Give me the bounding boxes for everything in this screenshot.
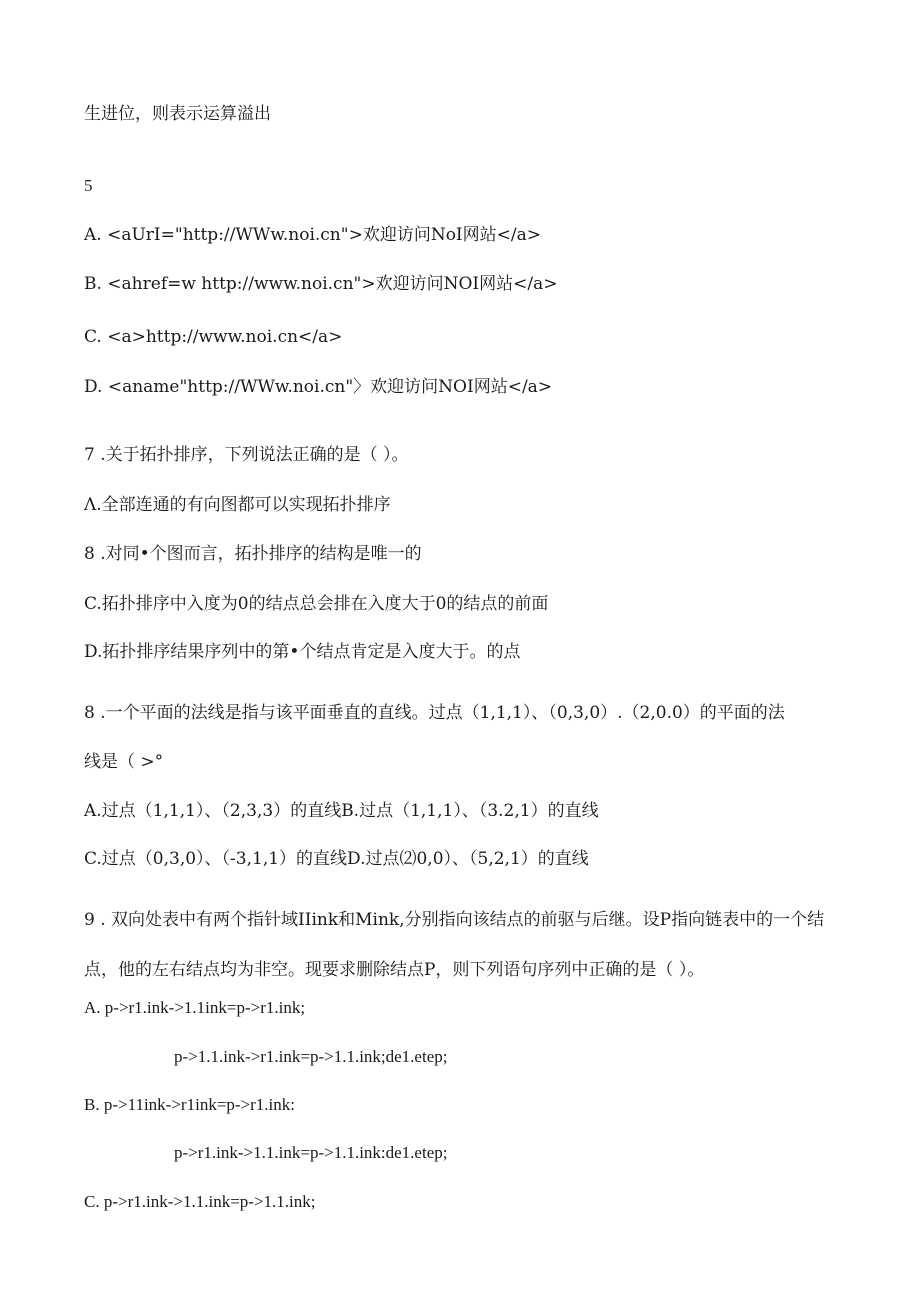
options-cd-q8: C.过点（0,3,0）、（-3,1,1）的直线D.过点⑵0,0）、（5,2,1）的直线	[84, 849, 589, 869]
text-line-overflow-note: 生进位，则表示运算溢出	[84, 104, 271, 124]
question-8-continuation: 线是（ >°	[84, 752, 164, 772]
option-b-q9-line2: p->r1.ink->1.1.ink=p->1.1.ink:de1.etep;	[174, 1143, 448, 1162]
question-8: 8 .一个平面的法线是指与该平面垂直的直线。过点（1,1,1）、（0,3,0）.（2,0.0）的平面的法	[84, 703, 785, 723]
option-b-q7: 8 .对同•个图而言，拓扑排序的结构是唯一的	[84, 544, 422, 564]
question-7: 7 .关于拓扑排序，下列说法正确的是（ ）。	[84, 445, 409, 465]
option-c-q5: C. <a>http://www.noi.cn</a>	[84, 327, 343, 347]
question-number-5: 5	[84, 176, 93, 195]
option-c-q9-line1: C. p->r1.ink->1.1.ink=p->1.1.ink;	[84, 1192, 316, 1211]
option-d-q5: D. <aname"http://WWw.noi.cn"〉欢迎访问NOI网站</a>	[84, 377, 553, 397]
option-b-q9-line1: B. p->11ink->r1ink=p->r1.ink:	[84, 1095, 296, 1114]
option-a-q9-line1: A. p->r1.ink->1.1ink=p->r1.ink;	[84, 998, 306, 1017]
option-d-q7: D.拓扑排序结果序列中的第•个结点肯定是入度大于。的点	[84, 642, 521, 662]
question-9: 9 . 双向处表中有两个指针域IIink和Mink,分别指向该结点的前驱与后继。设P指向链表中的一个结	[84, 910, 825, 930]
option-a-q5: A. <aUrI="http://WWw.noi.cn">欢迎访问NoI网站</a>	[84, 225, 541, 245]
question-9-continuation: 点，他的左右结点均为非空。现要求删除结点P，则下列语句序列中正确的是（ ）。	[84, 960, 705, 980]
option-b-q5: B. <ahref=w http://www.noi.cn">欢迎访问NOI网站</a>	[84, 274, 558, 294]
option-a-q9-line2: p->1.1.ink->r1.ink=p->1.1.ink;de1.etep;	[174, 1047, 448, 1066]
option-a-q7: Λ.全部连通的有向图都可以实现拓扑排序	[84, 495, 391, 515]
option-c-q7: C.拓扑排序中入度为0的结点总会排在入度大于0的结点的前面	[84, 594, 549, 614]
options-ab-q8: A.过点（1,1,1）、（2,3,3）的直线B.过点（1,1,1）、（3.2,1）的直线	[84, 801, 599, 821]
